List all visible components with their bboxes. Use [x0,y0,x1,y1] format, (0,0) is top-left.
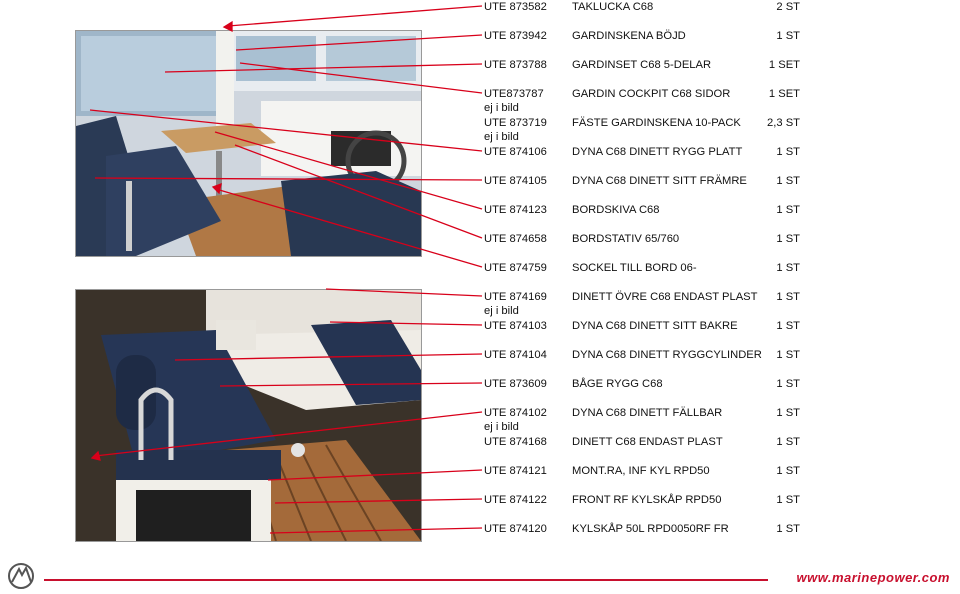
part-description: BORDSTATIV 65/760 [572,233,680,245]
footer-website-link[interactable]: www.marinepower.com [796,570,950,585]
part-quantity: 1 ST [776,175,800,187]
part-quantity: 1 ST [776,378,800,390]
part-number: UTE 874168 [484,436,547,448]
part-description: DINETT ÖVRE C68 ENDAST PLAST [572,291,758,303]
part-description: DYNA C68 DINETT RYGG PLATT [572,146,743,158]
part-number: UTE 873582 [484,1,547,13]
part-description: SOCKEL TILL BORD 06- [572,262,697,274]
part-quantity: 1 ST [776,204,800,216]
leader-line [228,6,482,26]
not-in-picture-note: ej i bild [484,305,519,317]
part-description: GARDINSET C68 5-DELAR [572,59,712,71]
part-number: UTE 874106 [484,146,547,158]
part-row [484,406,824,420]
part-description: BORDSKIVA C68 [572,204,660,216]
part-row [484,522,824,536]
part-description: DYNA C68 DINETT FÄLLBAR [572,407,723,419]
part-row [484,145,824,159]
part-row [484,203,824,217]
part-number: UTE 874105 [484,175,547,187]
part-row [484,290,824,304]
part-row [484,464,824,478]
part-quantity: 1 SET [768,59,800,71]
part-row [484,87,824,101]
part-description: FRONT RF KYLSKÅP RPD50 [572,494,722,506]
not-in-picture-note: ej i bild [484,102,519,114]
part-row [484,232,824,246]
part-number: UTE 873942 [484,30,547,42]
part-description: GARDINSKENA BÖJD [572,30,686,42]
part-number: UTE 874759 [484,262,547,274]
part-row [484,174,824,188]
part-quantity: 1 ST [776,291,800,303]
marine-power-logo-icon [4,562,38,590]
part-quantity: 2,3 ST [767,117,800,129]
cabin-photo-illustration [76,31,421,256]
part-number: UTE 874122 [484,494,547,506]
part-description: MONT.RA, INF KYL RPD50 [572,465,710,477]
part-row [484,116,824,130]
part-quantity: 1 SET [768,88,800,100]
part-row [484,58,824,72]
part-description: DYNA C68 DINETT RYGGCYLINDER [572,349,762,361]
part-description: BÅGE RYGG C68 [572,378,663,390]
part-quantity: 1 ST [776,262,800,274]
part-row [484,319,824,333]
part-number: UTE 873609 [484,378,547,390]
part-number: UTE 874102 [484,407,547,419]
part-number: UTE 874121 [484,465,547,477]
part-number: UTE 874104 [484,349,547,361]
part-number: UTE 874120 [484,523,547,535]
part-row [484,493,824,507]
part-description: DYNA C68 DINETT SITT BAKRE [572,320,738,332]
part-quantity: 1 ST [776,146,800,158]
part-quantity: 2 ST [776,1,800,13]
part-number: UTE 874123 [484,204,547,216]
dinette-photo-illustration [76,290,421,541]
part-number: UTE 874658 [484,233,547,245]
part-number: UTE 874169 [484,291,547,303]
part-row [484,348,824,362]
cabin-photo-top [75,30,422,257]
part-description: FÄSTE GARDINSKENA 10-PACK [572,117,741,129]
part-quantity: 1 ST [776,523,800,535]
part-quantity: 1 ST [776,407,800,419]
part-description: GARDIN COCKPIT C68 SIDOR [572,88,731,100]
part-quantity: 1 ST [776,30,800,42]
part-description: KYLSKÅP 50L RPD0050RF FR [572,523,729,535]
part-description: DYNA C68 DINETT SITT FRÄMRE [572,175,747,187]
part-quantity: 1 ST [776,465,800,477]
part-number: UTE873787 [484,88,544,100]
part-description: DINETT C68 ENDAST PLAST [572,436,723,448]
part-number: UTE 874103 [484,320,547,332]
part-row [484,261,824,275]
part-row [484,435,824,449]
part-description: TAKLUCKA C68 [572,1,654,13]
part-row [484,29,824,43]
part-number: UTE 873719 [484,117,547,129]
part-quantity: 1 ST [776,436,800,448]
part-row [484,377,824,391]
part-quantity: 1 ST [776,233,800,245]
part-quantity: 1 ST [776,349,800,361]
part-row [484,0,824,14]
not-in-picture-note: ej i bild [484,421,519,433]
part-quantity: 1 ST [776,320,800,332]
dinette-photo-bottom [75,289,422,542]
footer-divider [44,579,768,581]
not-in-picture-note: ej i bild [484,131,519,143]
part-number: UTE 873788 [484,59,547,71]
part-quantity: 1 ST [776,494,800,506]
